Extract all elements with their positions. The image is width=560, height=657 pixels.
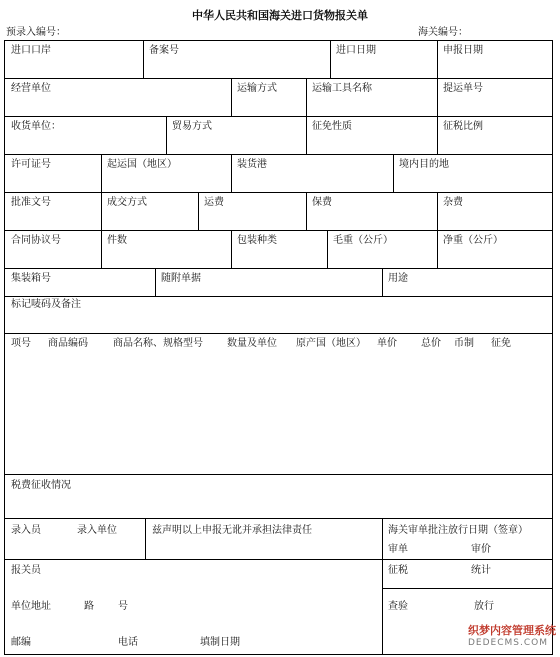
r5-divider-3: [306, 192, 307, 230]
r3-divider-2: [306, 116, 307, 154]
r6-divider-3: [327, 230, 328, 268]
bill-number-label: 提运单号: [443, 83, 483, 94]
customs-number-label: 海关编号：: [418, 27, 468, 38]
quantity-unit-col: 数量及单位: [227, 338, 277, 349]
row-sep-5: [4, 230, 553, 231]
unit-address-label: 单位地址: [11, 601, 51, 612]
r7-divider-1: [155, 268, 156, 296]
bottom-divider-1: [145, 518, 146, 559]
border-top: [4, 40, 553, 41]
postcode-label: 邮编: [11, 637, 31, 648]
container-number-label: 集装箱号: [11, 273, 51, 284]
r6-divider-1: [101, 230, 102, 268]
fill-date-label: 填制日期: [200, 637, 240, 648]
declare-date-label: 申报日期: [443, 45, 483, 56]
r1-divider-3: [437, 40, 438, 78]
r3-divider-1: [166, 116, 167, 154]
phone-label: 电话: [118, 637, 138, 648]
site-watermark: [468, 624, 556, 649]
row-sep-7: [4, 296, 553, 297]
license-number-label: 许可证号: [11, 159, 51, 170]
row-sep-11: [4, 559, 553, 560]
customs-approval-label: 海关审单批注放行日期（签章）: [388, 525, 528, 536]
road-label: 路: [84, 601, 94, 612]
watermark-sub-text: DEDECMS.COM: [468, 638, 548, 648]
r4-divider-1: [101, 154, 102, 192]
deal-mode-label: 成交方式: [107, 197, 147, 208]
r2-divider-3: [437, 78, 438, 116]
transport-mode-label: 运输方式: [237, 83, 277, 94]
r5-divider-1: [101, 192, 102, 230]
origin-country-label: 起运国（地区）: [107, 159, 177, 170]
watermark-main-text: 织梦内容管理系统: [468, 624, 556, 637]
currency-col: 币制: [454, 338, 474, 349]
row-sep-3: [4, 154, 553, 155]
row-sep-1: [4, 78, 553, 79]
row-sep-6: [4, 268, 553, 269]
item-number-col: 项号: [11, 338, 31, 349]
loading-port-label: 装货港: [237, 159, 267, 170]
r2-divider-2: [306, 78, 307, 116]
exemption-col: 征免: [491, 338, 511, 349]
r1-divider-1: [143, 40, 144, 78]
contract-number-label: 合同协议号: [11, 235, 61, 246]
attached-documents-label: 随附单据: [161, 273, 201, 284]
pricing-label: 审价: [471, 544, 491, 555]
trade-mode-label: 贸易方式: [172, 121, 212, 132]
r4-divider-3: [393, 154, 394, 192]
freight-label: 运费: [204, 197, 224, 208]
review-label: 审单: [388, 544, 408, 555]
pieces-label: 件数: [107, 235, 127, 246]
row-sep-10: [4, 518, 553, 519]
origin-country-col: 原产国（地区）: [296, 338, 366, 349]
r4-divider-2: [231, 154, 232, 192]
commodity-code-col: 商品编码: [48, 338, 88, 349]
usage-label: 用途: [388, 273, 408, 284]
misc-fee-label: 杂费: [443, 197, 463, 208]
exemption-nature-label: 征免性质: [312, 121, 352, 132]
entry-unit-label: 录入单位: [77, 525, 117, 536]
border-bottom: [4, 654, 553, 655]
statistics-label: 统计: [471, 565, 491, 576]
tax-ratio-label: 征税比例: [443, 121, 483, 132]
consignee-label: 收货单位：: [11, 121, 61, 132]
row-sep-2: [4, 116, 553, 117]
entry-person-label: 录入员: [11, 525, 41, 536]
record-number-label: 备案号: [149, 45, 179, 56]
tax-collection-label: 税费征收情况: [11, 480, 71, 491]
operating-unit-label: 经营单位: [11, 83, 51, 94]
inspection-label: 查验: [388, 601, 408, 612]
release-label: 放行: [474, 601, 494, 612]
r6-divider-4: [437, 230, 438, 268]
total-price-col: 总价: [421, 338, 441, 349]
marks-remarks-label: 标记唛码及备注: [11, 299, 81, 310]
number-label: 号: [118, 601, 128, 612]
declarant-label: 报关员: [11, 565, 41, 576]
bottom-divider-2: [382, 518, 383, 655]
transport-name-label: 运输工具名称: [312, 83, 372, 94]
insurance-label: 保费: [312, 197, 332, 208]
form-title: 中华人民共和国海关进口货物报关单: [192, 9, 368, 22]
bottom-right-sep: [382, 588, 553, 589]
r5-divider-4: [437, 192, 438, 230]
import-port-label: 进口口岸: [11, 45, 51, 56]
row-sep-8: [4, 333, 553, 334]
taxation-label: 征税: [388, 565, 408, 576]
net-weight-label: 净重（公斤）: [443, 235, 503, 246]
gross-weight-label: 毛重（公斤）: [333, 235, 393, 246]
border-left: [4, 40, 5, 655]
declaration-statement: 兹声明以上申报无讹并承担法律责任: [152, 525, 312, 536]
destination-label: 境内目的地: [399, 159, 449, 170]
r7-divider-2: [382, 268, 383, 296]
commodity-name-col: 商品名称、规格型号: [113, 338, 203, 349]
r6-divider-2: [231, 230, 232, 268]
approval-number-label: 批准文号: [11, 197, 51, 208]
r1-divider-2: [330, 40, 331, 78]
row-sep-9: [4, 474, 553, 475]
import-date-label: 进口日期: [336, 45, 376, 56]
pre-entry-number-label: 预录入编号：: [6, 27, 66, 38]
unit-price-col: 单价: [377, 338, 397, 349]
package-type-label: 包装种类: [237, 235, 277, 246]
row-sep-4: [4, 192, 553, 193]
border-right: [552, 40, 553, 655]
r5-divider-2: [198, 192, 199, 230]
r3-divider-3: [437, 116, 438, 154]
r2-divider-1: [231, 78, 232, 116]
